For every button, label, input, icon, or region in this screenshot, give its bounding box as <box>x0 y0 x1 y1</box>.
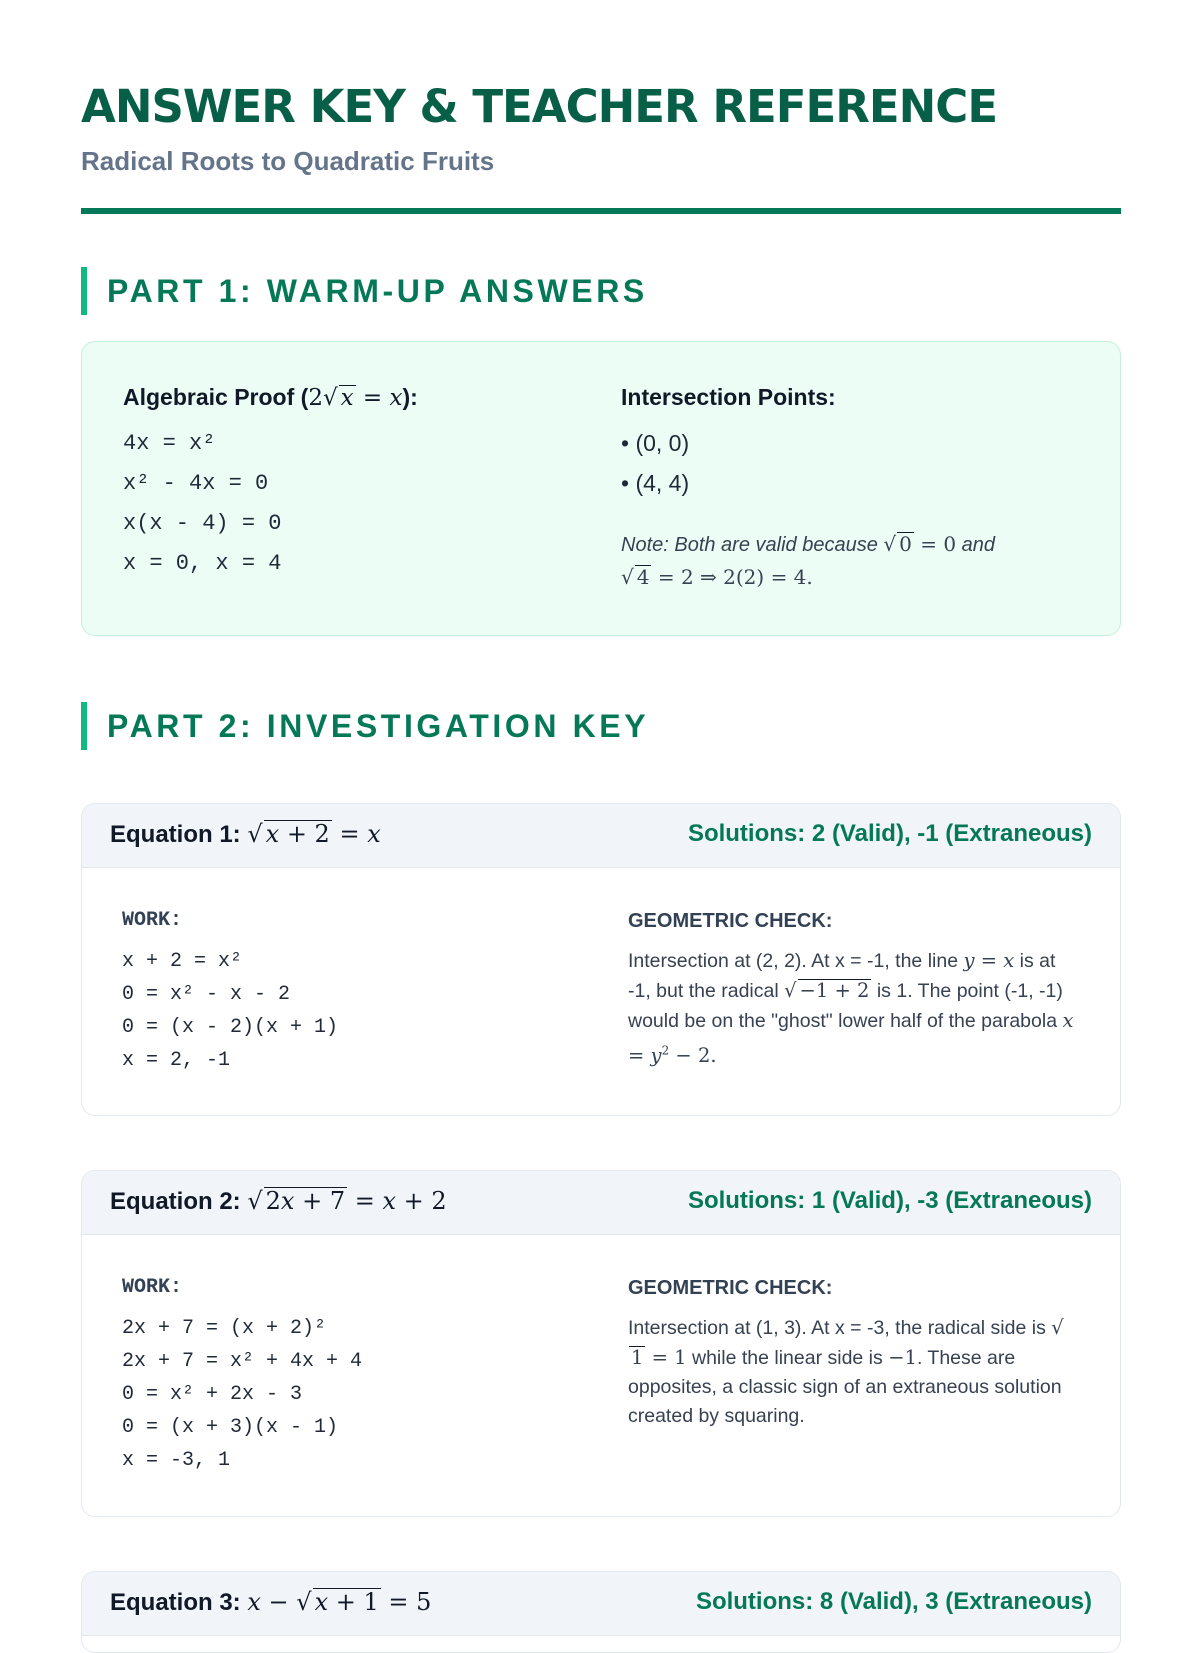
equation-card-header <box>82 1171 1120 1235</box>
equation-card-2 <box>81 1170 1121 1517</box>
page-subtitle: Radical Roots to Quadratic Fruits <box>81 146 495 176</box>
equation-card-header <box>82 1572 1120 1636</box>
work-line: 0 = x² + 2x - 3 <box>122 1383 303 1406</box>
work-line: x + 2 = x² <box>122 950 243 973</box>
equation-formula: x − √ x + 1 = 5 <box>247 1588 432 1616</box>
title-divider <box>81 208 1121 214</box>
equation-label: Equation 3: <box>110 1589 241 1616</box>
equation-card-1 <box>81 803 1121 1116</box>
equation-solutions: Solutions: 1 (Valid), -3 (Extraneous) <box>687 1187 1092 1214</box>
equation-title <box>110 1588 431 1617</box>
work-label: WORK: <box>122 909 183 932</box>
point-item: • (0, 0) <box>621 430 690 456</box>
work-label: WORK: <box>122 1276 183 1299</box>
equation-formula: √ x + 2 = x <box>247 820 381 848</box>
proof-line: x(x - 4) = 0 <box>123 511 282 536</box>
heading-accent-bar <box>81 702 87 750</box>
page-title: ANSWER KEY & TEACHER REFERENCE <box>81 80 998 133</box>
validity-note <box>621 528 1081 594</box>
equation-label: Equation 1: <box>110 821 241 848</box>
geometric-check-text <box>628 946 1078 1071</box>
point-value: (0, 0) <box>635 430 690 456</box>
equation-formula: √ 2x + 7 = x + 2 <box>247 1187 447 1215</box>
proof-heading-label: Algebraic Proof ( <box>123 384 309 410</box>
geo-text-part: . These are opposites, a classic sign of an extraneous solution created by squaring. <box>628 1347 1062 1427</box>
geo-math: −1 <box>888 1346 917 1369</box>
geometric-check-text <box>628 1313 1078 1431</box>
warm-up-box <box>81 341 1121 636</box>
work-line: 0 = (x + 3)(x - 1) <box>122 1416 339 1439</box>
geo-math: √ −1 + 2 <box>784 979 870 1002</box>
equation-solutions: Solutions: 2 (Valid), -1 (Extraneous) <box>687 820 1092 847</box>
geo-text-part: is 1. The point (-1, -1) would be on the "ghost" lower half of the parabola <box>628 980 1063 1032</box>
note-and: and <box>961 534 996 556</box>
work-line: 0 = x² - x - 2 <box>122 983 291 1006</box>
proof-equation: 2√ x = x <box>308 385 403 411</box>
work-line: 2x + 7 = x² + 4x + 4 <box>122 1350 363 1373</box>
proof-line: 4x = x² <box>123 431 216 456</box>
note-math-2: √ 4 = 2 ⇒ 2(2) = 4. <box>621 565 813 589</box>
equation-title <box>110 820 381 849</box>
part2-heading-text: PART 2: INVESTIGATION KEY <box>107 708 650 744</box>
proof-heading <box>123 384 418 411</box>
equation-card-header <box>82 804 1120 868</box>
geometric-check-label: GEOMETRIC CHECK: <box>628 910 833 932</box>
geo-text-part: Intersection at (2, 2). At x = -1, the line <box>628 950 959 972</box>
note-math-1: √ 0 = 0 <box>883 532 957 556</box>
point-value: (4, 4) <box>635 470 690 496</box>
part2-heading <box>81 702 1121 750</box>
note-prefix: Note: Both are valid because <box>621 534 878 556</box>
equation-title <box>110 1187 447 1216</box>
work-line: x = 2, -1 <box>122 1049 231 1072</box>
proof-line: x² - 4x = 0 <box>123 471 269 496</box>
geo-text-part: Intersection at (1, 3). At x = -3, the radical side is <box>628 1317 1046 1339</box>
proof-line: x = 0, x = 4 <box>123 551 282 576</box>
heading-accent-bar <box>81 267 87 315</box>
point-item: • (4, 4) <box>621 470 690 496</box>
geo-math: √1 = 1 <box>631 1316 1064 1369</box>
work-line: 2x + 7 = (x + 2)² <box>122 1317 327 1340</box>
proof-heading-end: ): <box>402 384 418 410</box>
work-line: x = -3, 1 <box>122 1449 231 1472</box>
part1-heading <box>81 267 1121 315</box>
geo-math: y = x <box>963 949 1015 972</box>
geo-math: $x = y^2 - 2$. <box>628 1009 1074 1067</box>
geometric-check-label: GEOMETRIC CHECK: <box>628 1277 833 1299</box>
equation-card-3 <box>81 1571 1121 1653</box>
part1-heading-text: PART 1: WARM-UP ANSWERS <box>107 273 648 309</box>
work-line: 0 = (x - 2)(x + 1) <box>122 1016 339 1039</box>
points-heading: Intersection Points: <box>621 384 836 410</box>
geo-text-part: while the linear side is <box>692 1347 883 1369</box>
equation-label: Equation 2: <box>110 1188 241 1215</box>
equation-solutions: Solutions: 8 (Valid), 3 (Extraneous) <box>695 1588 1092 1615</box>
geo-text-part: is at -1, but the radical <box>628 950 1056 1002</box>
